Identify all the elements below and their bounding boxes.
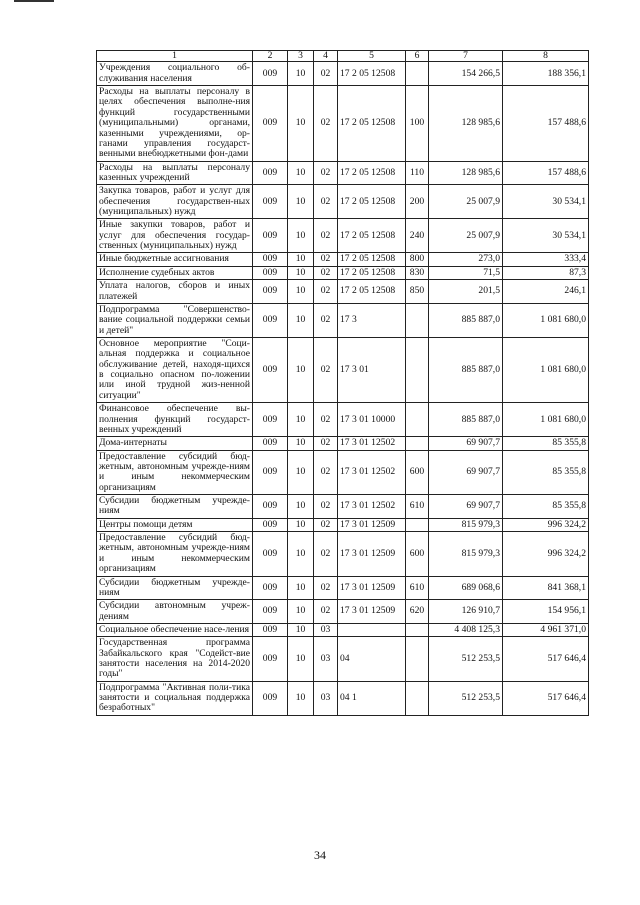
row-name: Финансовое обеспечение вы-полнения функций государст-венных учреждений bbox=[97, 403, 253, 437]
cell-expense-type: 620 bbox=[406, 600, 429, 624]
cell-section: 10 bbox=[288, 303, 314, 337]
row-name: Дома-интернаты bbox=[97, 437, 253, 450]
cell-expense-type: 100 bbox=[406, 86, 429, 162]
cell-ministry: 009 bbox=[253, 219, 288, 253]
cell-section: 10 bbox=[288, 518, 314, 531]
cell-amount-1: 885 887,0 bbox=[429, 403, 503, 437]
cell-target-article: 17 3 01 10000 bbox=[338, 403, 406, 437]
cell-ministry: 009 bbox=[253, 532, 288, 576]
cell-amount-1: 25 007,9 bbox=[429, 185, 503, 219]
cell-amount-1: 815 979,3 bbox=[429, 518, 503, 531]
cell-subsection: 02 bbox=[314, 253, 338, 266]
cell-subsection: 02 bbox=[314, 576, 338, 600]
cell-target-article: 17 2 05 12508 bbox=[338, 253, 406, 266]
row-name: Предоставление субсидий бюд-жетным, автономным учрежде-ниям и иным некоммерческим организациям bbox=[97, 532, 253, 576]
cell-amount-1: 273,0 bbox=[429, 253, 503, 266]
cell-amount-2: 85 355,8 bbox=[503, 495, 589, 519]
cell-ministry: 009 bbox=[253, 337, 288, 402]
column-header: 5 bbox=[338, 51, 406, 62]
cell-subsection: 03 bbox=[314, 623, 338, 636]
cell-ministry: 009 bbox=[253, 437, 288, 450]
table-row bbox=[97, 280, 589, 304]
row-name: Субсидии бюджетным учрежде-ниям bbox=[97, 576, 253, 600]
cell-target-article: 04 1 bbox=[338, 681, 406, 715]
cell-target-article: 17 3 01 bbox=[338, 337, 406, 402]
table-row bbox=[97, 62, 589, 86]
table-row bbox=[97, 437, 589, 450]
cell-target-article: 17 3 01 12509 bbox=[338, 600, 406, 624]
cell-amount-2: 157 488,6 bbox=[503, 161, 589, 185]
cell-amount-1: 201,5 bbox=[429, 280, 503, 304]
cell-section: 10 bbox=[288, 450, 314, 494]
table-row bbox=[97, 86, 589, 162]
table-row bbox=[97, 185, 589, 219]
cell-target-article: 17 3 bbox=[338, 303, 406, 337]
cell-target-article: 17 2 05 12508 bbox=[338, 280, 406, 304]
row-name: Государственная программа Забайкальского края "Содейст-вие занятости населения на 2014-2020 годы" bbox=[97, 637, 253, 681]
cell-expense-type: 610 bbox=[406, 495, 429, 519]
cell-ministry: 009 bbox=[253, 600, 288, 624]
cell-target-article: 17 2 05 12508 bbox=[338, 161, 406, 185]
cell-ministry: 009 bbox=[253, 303, 288, 337]
cell-amount-1: 69 907,7 bbox=[429, 450, 503, 494]
cell-ministry: 009 bbox=[253, 253, 288, 266]
page-number: 34 bbox=[314, 848, 326, 862]
cell-expense-type bbox=[406, 303, 429, 337]
cell-section: 10 bbox=[288, 161, 314, 185]
cell-target-article: 04 bbox=[338, 637, 406, 681]
cell-expense-type bbox=[406, 337, 429, 402]
row-name: Подпрограмма "Совершенство-вание социальной поддержки семьи и детей" bbox=[97, 303, 253, 337]
cell-ministry: 009 bbox=[253, 280, 288, 304]
cell-section: 10 bbox=[288, 219, 314, 253]
column-header: 4 bbox=[314, 51, 338, 62]
cell-expense-type: 600 bbox=[406, 532, 429, 576]
cell-subsection: 02 bbox=[314, 437, 338, 450]
table-row bbox=[97, 637, 589, 681]
cell-target-article: 17 3 01 12509 bbox=[338, 518, 406, 531]
cell-target-article: 17 3 01 12502 bbox=[338, 450, 406, 494]
cell-section: 10 bbox=[288, 403, 314, 437]
table-row bbox=[97, 337, 589, 402]
cell-section: 10 bbox=[288, 681, 314, 715]
cell-target-article: 17 2 05 12508 bbox=[338, 62, 406, 86]
cell-section: 10 bbox=[288, 185, 314, 219]
cell-ministry: 009 bbox=[253, 518, 288, 531]
cell-amount-2: 1 081 680,0 bbox=[503, 337, 589, 402]
cell-amount-2: 188 356,1 bbox=[503, 62, 589, 86]
row-name: Иные бюджетные ассигнования bbox=[97, 253, 253, 266]
cell-ministry: 009 bbox=[253, 623, 288, 636]
cell-expense-type bbox=[406, 681, 429, 715]
table-header-row bbox=[97, 51, 589, 62]
cell-expense-type: 800 bbox=[406, 253, 429, 266]
cell-target-article: 17 2 05 12508 bbox=[338, 185, 406, 219]
cell-ministry: 009 bbox=[253, 637, 288, 681]
cell-subsection: 02 bbox=[314, 161, 338, 185]
cell-section: 10 bbox=[288, 337, 314, 402]
column-header: 8 bbox=[503, 51, 589, 62]
cell-ministry: 009 bbox=[253, 681, 288, 715]
cell-expense-type bbox=[406, 623, 429, 636]
cell-subsection: 02 bbox=[314, 62, 338, 86]
cell-amount-2: 30 534,1 bbox=[503, 185, 589, 219]
cell-amount-1: 69 907,7 bbox=[429, 437, 503, 450]
cell-amount-2: 246,1 bbox=[503, 280, 589, 304]
cell-section: 10 bbox=[288, 437, 314, 450]
row-name: Субсидии автономным учреж-дениям bbox=[97, 600, 253, 624]
cell-amount-2: 996 324,2 bbox=[503, 518, 589, 531]
cell-amount-1: 126 910,7 bbox=[429, 600, 503, 624]
column-header: 2 bbox=[253, 51, 288, 62]
cell-subsection: 02 bbox=[314, 219, 338, 253]
cell-subsection: 02 bbox=[314, 532, 338, 576]
cell-amount-1: 512 253,5 bbox=[429, 637, 503, 681]
cell-subsection: 02 bbox=[314, 518, 338, 531]
cell-expense-type bbox=[406, 437, 429, 450]
cell-subsection: 02 bbox=[314, 495, 338, 519]
cell-amount-2: 30 534,1 bbox=[503, 219, 589, 253]
cell-section: 10 bbox=[288, 600, 314, 624]
budget-table bbox=[96, 50, 589, 716]
cell-amount-1: 71,5 bbox=[429, 266, 503, 279]
row-name: Подпрограмма "Активная поли-тика занятости и социальная поддержка безработных" bbox=[97, 681, 253, 715]
cell-ministry: 009 bbox=[253, 450, 288, 494]
cell-section: 10 bbox=[288, 266, 314, 279]
cell-amount-2: 157 488,6 bbox=[503, 86, 589, 162]
row-name: Социальное обеспечение насе-ления bbox=[97, 623, 253, 636]
cell-amount-2: 517 646,4 bbox=[503, 681, 589, 715]
cell-amount-2: 841 368,1 bbox=[503, 576, 589, 600]
cell-subsection: 02 bbox=[314, 450, 338, 494]
column-header: 1 bbox=[97, 51, 253, 62]
cell-expense-type bbox=[406, 62, 429, 86]
cell-section: 10 bbox=[288, 623, 314, 636]
row-name: Иные закупки товаров, работ и услуг для обеспечения государ-ственных (муниципальных) нужд bbox=[97, 219, 253, 253]
cell-subsection: 02 bbox=[314, 185, 338, 219]
cell-expense-type: 610 bbox=[406, 576, 429, 600]
cell-subsection: 03 bbox=[314, 681, 338, 715]
cell-expense-type: 600 bbox=[406, 450, 429, 494]
cell-target-article: 17 2 05 12508 bbox=[338, 219, 406, 253]
table-row bbox=[97, 681, 589, 715]
cell-amount-1: 128 985,6 bbox=[429, 86, 503, 162]
cell-target-article bbox=[338, 623, 406, 636]
cell-amount-2: 1 081 680,0 bbox=[503, 303, 589, 337]
cell-expense-type: 110 bbox=[406, 161, 429, 185]
cell-ministry: 009 bbox=[253, 161, 288, 185]
cell-expense-type bbox=[406, 637, 429, 681]
cell-section: 10 bbox=[288, 253, 314, 266]
cell-amount-1: 154 266,5 bbox=[429, 62, 503, 86]
cell-section: 10 bbox=[288, 86, 314, 162]
cell-section: 10 bbox=[288, 495, 314, 519]
table-row bbox=[97, 450, 589, 494]
cell-ministry: 009 bbox=[253, 185, 288, 219]
cell-subsection: 02 bbox=[314, 337, 338, 402]
cell-amount-1: 128 985,6 bbox=[429, 161, 503, 185]
cell-section: 10 bbox=[288, 637, 314, 681]
cell-target-article: 17 2 05 12508 bbox=[338, 86, 406, 162]
cell-amount-2: 333,4 bbox=[503, 253, 589, 266]
cell-expense-type bbox=[406, 403, 429, 437]
cell-section: 10 bbox=[288, 576, 314, 600]
cell-subsection: 02 bbox=[314, 303, 338, 337]
row-name: Расходы на выплаты персоналу в целях обеспечения выполне-ния функций государственными (муниципальными) органами, казенными учреждениями, ор-ганами управления государст-венными внебюджетными фон-дами bbox=[97, 86, 253, 162]
row-name: Исполнение судебных актов bbox=[97, 266, 253, 279]
table-row bbox=[97, 403, 589, 437]
cell-expense-type: 240 bbox=[406, 219, 429, 253]
cell-subsection: 02 bbox=[314, 403, 338, 437]
row-name: Центры помощи детям bbox=[97, 518, 253, 531]
cell-ministry: 009 bbox=[253, 576, 288, 600]
row-name: Расходы на выплаты персоналу казенных учреждений bbox=[97, 161, 253, 185]
cell-amount-2: 1 081 680,0 bbox=[503, 403, 589, 437]
table-row bbox=[97, 532, 589, 576]
cell-subsection: 02 bbox=[314, 86, 338, 162]
cell-subsection: 02 bbox=[314, 280, 338, 304]
cell-target-article: 17 3 01 12509 bbox=[338, 576, 406, 600]
cell-subsection: 02 bbox=[314, 600, 338, 624]
cell-target-article: 17 3 01 12502 bbox=[338, 437, 406, 450]
cell-subsection: 02 bbox=[314, 266, 338, 279]
table-row bbox=[97, 495, 589, 519]
cell-amount-2: 517 646,4 bbox=[503, 637, 589, 681]
cell-amount-1: 25 007,9 bbox=[429, 219, 503, 253]
table-row bbox=[97, 253, 589, 266]
row-name: Закупка товаров, работ и услуг для обеспечения государствен-ных (муниципальных) нужд bbox=[97, 185, 253, 219]
table-row bbox=[97, 576, 589, 600]
cell-section: 10 bbox=[288, 280, 314, 304]
cell-amount-2: 154 956,1 bbox=[503, 600, 589, 624]
cell-expense-type bbox=[406, 518, 429, 531]
table-row bbox=[97, 219, 589, 253]
table-row bbox=[97, 303, 589, 337]
cell-amount-1: 885 887,0 bbox=[429, 303, 503, 337]
cell-subsection: 03 bbox=[314, 637, 338, 681]
cell-amount-2: 85 355,8 bbox=[503, 450, 589, 494]
table-row bbox=[97, 518, 589, 531]
cell-ministry: 009 bbox=[253, 403, 288, 437]
cell-section: 10 bbox=[288, 532, 314, 576]
cell-expense-type: 850 bbox=[406, 280, 429, 304]
row-name: Предоставление субсидий бюд-жетным, автономным учрежде-ниям и иным некоммерческим организациям bbox=[97, 450, 253, 494]
row-name: Субсидии бюджетным учрежде-ниям bbox=[97, 495, 253, 519]
cell-expense-type: 200 bbox=[406, 185, 429, 219]
cell-expense-type: 830 bbox=[406, 266, 429, 279]
cell-amount-2: 4 961 371,0 bbox=[503, 623, 589, 636]
row-name: Учреждения социального об-служивания населения bbox=[97, 62, 253, 86]
cell-amount-1: 512 253,5 bbox=[429, 681, 503, 715]
cell-amount-1: 885 887,0 bbox=[429, 337, 503, 402]
row-name: Уплата налогов, сборов и иных платежей bbox=[97, 280, 253, 304]
cell-target-article: 17 3 01 12502 bbox=[338, 495, 406, 519]
column-header: 6 bbox=[406, 51, 429, 62]
table-row bbox=[97, 623, 589, 636]
cell-amount-1: 689 068,6 bbox=[429, 576, 503, 600]
cell-ministry: 009 bbox=[253, 62, 288, 86]
table-row bbox=[97, 266, 589, 279]
top-edge-mark bbox=[14, 0, 54, 2]
cell-amount-1: 69 907,7 bbox=[429, 495, 503, 519]
cell-target-article: 17 3 01 12509 bbox=[338, 532, 406, 576]
cell-amount-2: 85 355,8 bbox=[503, 437, 589, 450]
cell-amount-1: 4 408 125,3 bbox=[429, 623, 503, 636]
cell-ministry: 009 bbox=[253, 86, 288, 162]
cell-section: 10 bbox=[288, 62, 314, 86]
cell-amount-2: 87,3 bbox=[503, 266, 589, 279]
cell-ministry: 009 bbox=[253, 266, 288, 279]
column-header: 7 bbox=[429, 51, 503, 62]
cell-ministry: 009 bbox=[253, 495, 288, 519]
row-name: Основное мероприятие "Соци-альная поддержка и социальное обслуживание детей, находя-щихся в социально опасном по-ложении или иной трудной жиз-ненной ситуации" bbox=[97, 337, 253, 402]
table-row bbox=[97, 600, 589, 624]
column-header: 3 bbox=[288, 51, 314, 62]
cell-amount-1: 815 979,3 bbox=[429, 532, 503, 576]
table-row bbox=[97, 161, 589, 185]
cell-amount-2: 996 324,2 bbox=[503, 532, 589, 576]
cell-target-article: 17 2 05 12508 bbox=[338, 266, 406, 279]
